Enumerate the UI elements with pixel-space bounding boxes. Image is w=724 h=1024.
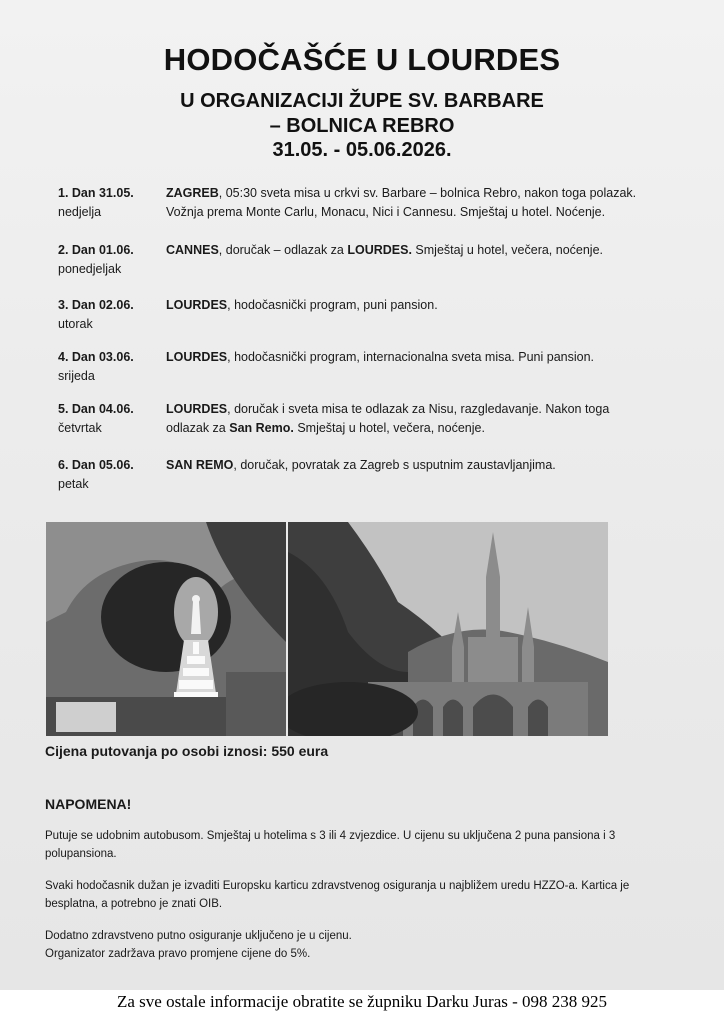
day-label: 3. Dan 02.06.	[58, 298, 134, 312]
day-place: SAN REMO	[166, 458, 234, 472]
day-place: CANNES	[166, 243, 219, 257]
day-place: ZAGREB	[166, 186, 219, 200]
note-insurance-card: Svaki hodočasnik dužan je izvaditi Europsku karticu zdravstvenog osiguranja u najbližem uredu HZZO-a. Kartica je besplatna, a potrebno je znati OIB.	[45, 880, 630, 910]
day-place: LOURDES	[166, 350, 228, 364]
day-weekday: ponedjeljak	[58, 262, 122, 276]
page-title: HODOČAŠĆE U LOURDES	[163, 42, 561, 77]
day-label: 1. Dan 31.05.	[58, 186, 134, 200]
day-label: 2. Dan 01.06.	[58, 243, 134, 257]
day-weekday: srijeda	[58, 369, 95, 383]
grotto-illustration	[46, 522, 286, 736]
day-label: 5. Dan 04.06.	[58, 402, 134, 416]
day-label: 4. Dan 03.06.	[58, 350, 134, 364]
itinerary-day-2: 2. Dan 01.06. ponedjeljak CANNES, doručak – odlazak za LOURDES. Smještaj u hotel, večera, noćenje.	[58, 243, 604, 276]
notes-section	[45, 795, 685, 977]
day-weekday: nedjelja	[58, 205, 102, 219]
notes-heading: NAPOMENA!	[45, 796, 132, 812]
grotto-photo	[46, 522, 286, 736]
day-weekday: četvrtak	[58, 421, 102, 435]
day-place: LOURDES	[166, 298, 228, 312]
note-transport: Putuje se udobnim autobusom. Smještaj u hotelima s 3 ili 4 zvjezdice. U cijenu su uključena 2 puna pansiona i 3 polupansiona.	[45, 830, 616, 860]
itinerary-day-3: 3. Dan 02.06. utorak LOURDES, hodočasnički program, puni pansion.	[58, 298, 438, 331]
trip-price: Cijena putovanja po osobi iznosi: 550 eura	[45, 743, 329, 759]
itinerary-day-4: 4. Dan 03.06. srijeda LOURDES, hodočasnički program, internacionalna sveta misa. Puni pansion.	[58, 350, 594, 383]
itinerary-day-6: 6. Dan 05.06. petak SAN REMO, doručak, povratak za Zagreb s usputnim zaustavljanjima.	[58, 458, 556, 491]
day-weekday: utorak	[58, 317, 93, 331]
subtitle-hospital: – BOLNICA REBRO	[269, 115, 455, 137]
basilica-illustration	[288, 522, 608, 736]
photo-strip	[46, 522, 608, 736]
basilica-photo	[288, 522, 608, 736]
day-label: 6. Dan 05.06.	[58, 458, 134, 472]
itinerary	[58, 184, 698, 496]
itinerary-day-1: 1. Dan 31.05. nedjelja ZAGREB, 05:30 sveta misa u crkvi sv. Barbare – bolnica Rebro, nakon toga polazak. Vožnja prema Monte Carlu, Monacu, Nici i Cannesu. Smještaj u hotel. Noćenje.	[58, 186, 637, 219]
contact-footer: Za sve ostale informacije obratite se župniku Darku Juras - 098 238 925	[116, 992, 608, 1011]
trip-dates: 31.05. - 05.06.2026.	[272, 139, 452, 161]
subtitle-organizer: U ORGANIZACIJI ŽUPE SV. BARBARE	[180, 90, 544, 112]
itinerary-day-5: 5. Dan 04.06. četvrtak LOURDES, doručak i sveta misa te odlazak za Nisu, razgledavanje. Nakon toga odlazak za San Remo. Smještaj u hotel, večera, noćenje.	[58, 402, 610, 435]
day-weekday: petak	[58, 477, 89, 491]
day-place: LOURDES	[166, 402, 228, 416]
note-extra: Dodatno zdravstveno putno osiguranje uključeno je u cijenu. Organizator zadržava pravo promjene cijene do 5%.	[45, 930, 352, 960]
